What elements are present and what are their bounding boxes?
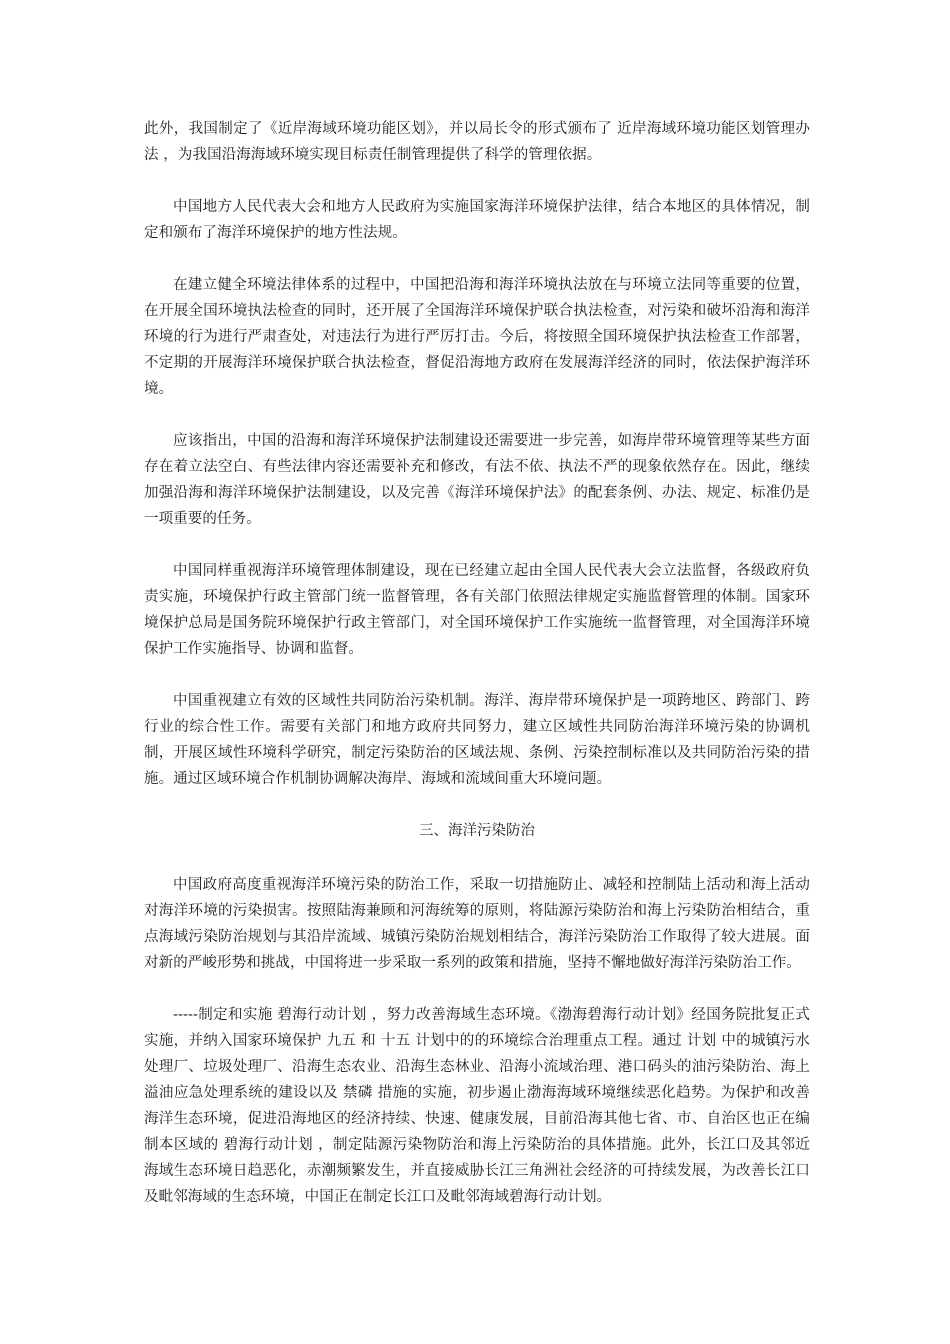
paragraph-zoning: 此外，我国制定了《近岸海域环境功能区划》，并以局长令的形式颁布了 近岸海域环境功能区划管理办法 ，为我国沿海海域环境实现目标责任制管理提供了科学的管理依据。 bbox=[144, 121, 810, 163]
paragraph-local-regulations: 中国地方人民代表大会和地方人民政府为实施国家海洋环境保护法律，结合本地区的具体情况，制定和颁布了海洋环境保护的地方性法规。 bbox=[144, 199, 810, 241]
paragraph-management-system: 中国同样重视海洋环境管理体制建设，现在已经建立起由全国人民代表大会立法监督，各级政府负责实施，环境保护行政主管部门统一监督管理，各有关部门依照法律规定实施监督管理的体制。国家环境保护总局是国务院环境保护行政主管部门，对全国环境保护工作实施统一监督管理，对全国海洋环境保护工作实施指导、协调和监督。 bbox=[144, 563, 810, 657]
paragraph-law-enforcement: 在建立健全环境法律体系的过程中，中国把沿海和海洋环境执法放在与环境立法同等重要的位置，在开展全国环境执法检查的同时，还开展了全国海洋环境保护联合执法检查，对污染和破坏沿海和海洋环境的行为进行严肃查处，对违法行为进行严厉打击。今后，将按照全国环境保护执法检查工作部署，不定期的开展海洋环境保护联合执法检查，督促沿海地方政府在发展海洋经济的同时，依法保护海洋环境。 bbox=[144, 277, 810, 397]
document-page bbox=[144, 116, 810, 1236]
paragraph-regional-mechanism: 中国重视建立有效的区域性共同防治污染机制。海洋、海岸带环境保护是一项跨地区、跨部门、跨行业的综合性工作。需要有关部门和地方政府共同努力，建立区域性共同防治海洋环境污染的协调机制，开展区域性环境科学研究，制定污染防治的区域法规、条例、污染控制标准以及共同防治污染的措施。通过区域环境合作机制协调解决海岸、海域和流域间重大环境问题。 bbox=[144, 693, 810, 787]
paragraph-improvement-needed: 应该指出，中国的沿海和海洋环境保护法制建设还需要进一步完善，如海岸带环境管理等某些方面存在着立法空白、有些法律内容还需要补充和修改，有法不依、执法不严的现象依然存在。因此，继续加强沿海和海洋环境保护法制建设，以及完善《海洋环境保护法》的配套条例、办法、规定、标准仍是一项重要的任务。 bbox=[144, 433, 810, 527]
paragraph-blue-sea-plan: -----制定和实施 碧海行动计划 ，努力改善海域生态环境。《渤海碧海行动计划》经国务院批复正式实施，并纳入国家环境保护 九五 和 十五 计划中的的环境综合治理重点工程。通过 计划 中的城镇污水处理厂、垃圾处理厂、沿海生态农业、沿海生态林业、沿海小流域治理、港口码头的油污染防治、海上溢油应急处理系统的建设以及 禁磷 措施的实施，初步遏止渤海海域环境继续恶化趋势。为保护和改善海洋生态环境，促进沿海地区的经济持续、快速、健康发展，目前沿海其他七省、市、自治区也正在编制本区域的 碧海行动计划 ，制定陆源污染物防治和海上污染防治的具体措施。此外，长江口及其邻近海域生态环境日趋恶化，赤潮频繁发生，并直接威胁长江三角洲社会经济的可持续发展，为改善长江口及毗邻海域的生态环境，中国正在制定长江口及毗邻海域碧海行动计划。 bbox=[144, 1007, 810, 1205]
section-heading: 三、海洋污染防治 bbox=[419, 823, 535, 839]
paragraph-pollution-prevention: 中国政府高度重视海洋环境污染的防治工作，采取一切措施防止、减轻和控制陆上活动和海上活动对海洋环境的污染损害。按照陆海兼顾和河海统筹的原则，将陆源污染防治和海上污染防治相结合，重点海域污染防治规划与其沿岸流域、城镇污染防治规划相结合，海洋污染防治工作取得了较大进展。面对新的严峻形势和挑战，中国将进一步采取一系列的政策和措施，坚持不懈地做好海洋污染防治工作。 bbox=[144, 877, 810, 971]
